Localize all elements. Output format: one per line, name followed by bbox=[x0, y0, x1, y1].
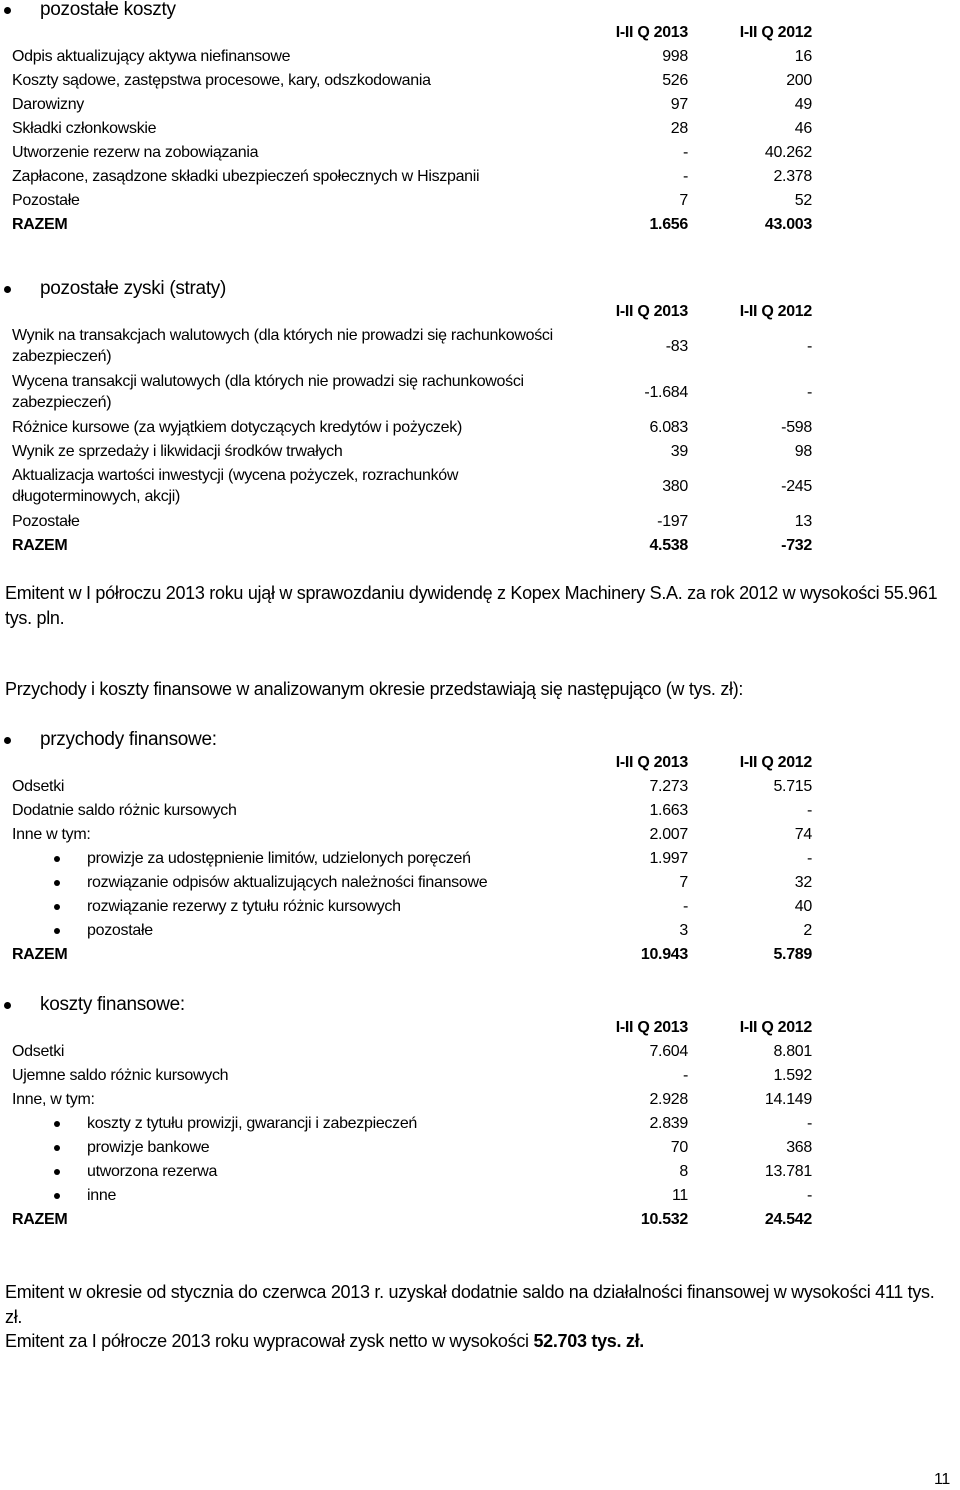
table-row bbox=[12, 799, 812, 823]
table-subrow bbox=[12, 871, 812, 895]
row-label: Koszty sądowe, zastępstwa procesowe, kary, odszkodowania bbox=[12, 72, 431, 89]
table-row bbox=[12, 189, 812, 213]
total-2013: 1.656 bbox=[649, 216, 688, 233]
total-2013: 10.532 bbox=[640, 1211, 688, 1228]
bullet-icon bbox=[54, 904, 60, 910]
value-2013: 2.928 bbox=[649, 1091, 688, 1108]
table-row bbox=[12, 775, 812, 799]
value-2012: 1.592 bbox=[773, 1067, 812, 1084]
value-2013: 8 bbox=[679, 1163, 688, 1180]
financial-intro-paragraph: Przychody i koszty finansowe w analizowanym okresie przedstawiają się następująco (w tys. zł): bbox=[5, 679, 744, 699]
row-label: Odsetki bbox=[12, 1043, 65, 1060]
table-subrow bbox=[12, 1160, 812, 1184]
table-row bbox=[12, 93, 812, 117]
bullet-icon bbox=[4, 1002, 11, 1009]
table-header bbox=[12, 300, 812, 324]
total-2012: -732 bbox=[781, 537, 812, 554]
col-header-2013: I-II Q 2013 bbox=[615, 24, 688, 41]
total-2013: 4.538 bbox=[649, 537, 688, 554]
value-2012: 16 bbox=[794, 48, 812, 65]
row-label: Pozostałe bbox=[12, 192, 80, 209]
col-header-2012: I-II Q 2012 bbox=[739, 303, 812, 320]
value-2012: 40 bbox=[794, 898, 812, 915]
table-row bbox=[12, 1040, 812, 1064]
bullet-icon bbox=[54, 1193, 60, 1199]
value-2012: 2.378 bbox=[773, 168, 812, 185]
total-2012: 5.789 bbox=[773, 946, 812, 963]
table-row bbox=[12, 416, 812, 440]
row-label: rozwiązanie rezerwy z tytułu różnic kursowych bbox=[87, 898, 401, 915]
col-header-2012: I-II Q 2012 bbox=[739, 1019, 812, 1036]
table-financial-costs bbox=[12, 1016, 812, 1232]
col-header-2012: I-II Q 2012 bbox=[739, 24, 812, 41]
bullet-icon bbox=[54, 928, 60, 934]
table-row bbox=[12, 823, 812, 847]
value-2012: 13.781 bbox=[764, 1163, 812, 1180]
col-header-2013: I-II Q 2013 bbox=[615, 754, 688, 771]
row-label: Wynik na transakcjach walutowych (dla których nie prowadzi się rachunkowości zabezpieczeń) bbox=[12, 327, 553, 365]
bullet-icon bbox=[4, 737, 11, 744]
row-label: Dodatnie saldo różnic kursowych bbox=[12, 802, 237, 819]
table-header bbox=[12, 21, 812, 45]
col-header-2013: I-II Q 2013 bbox=[615, 303, 688, 320]
value-2013: 7 bbox=[679, 192, 688, 209]
table-header bbox=[12, 751, 812, 775]
row-label: Inne w tym: bbox=[12, 826, 91, 843]
table-row bbox=[12, 370, 812, 416]
dividend-paragraph: Emitent w I półroczu 2013 roku ujął w sprawozdaniu dywidendę z Kopex Machinery S.A. za rok 2012 w wysokości 55.961 tys. pln. bbox=[5, 583, 938, 628]
total-2013: 10.943 bbox=[640, 946, 688, 963]
table-row bbox=[12, 45, 812, 69]
total-label: RAZEM bbox=[12, 216, 68, 233]
value-2012: -245 bbox=[781, 478, 812, 495]
bullet-icon bbox=[54, 856, 60, 862]
value-2013: 7.604 bbox=[649, 1043, 688, 1060]
table-subrow bbox=[12, 895, 812, 919]
value-2012: 8.801 bbox=[773, 1043, 812, 1060]
bullet-icon bbox=[54, 880, 60, 886]
total-row bbox=[12, 534, 812, 558]
table-other-costs bbox=[12, 21, 812, 237]
table-row bbox=[12, 1088, 812, 1112]
row-label: inne bbox=[87, 1187, 117, 1204]
row-label: Ujemne saldo różnic kursowych bbox=[12, 1067, 229, 1084]
value-2013: -83 bbox=[665, 338, 688, 355]
total-label: RAZEM bbox=[12, 537, 68, 554]
value-2013: 70 bbox=[670, 1139, 688, 1156]
row-label: koszty z tytułu prowizji, gwarancji i zabezpieczeń bbox=[87, 1115, 418, 1132]
row-label: pozostałe bbox=[87, 922, 153, 939]
value-2012: -598 bbox=[781, 419, 812, 436]
total-row bbox=[12, 943, 812, 967]
value-2013: - bbox=[682, 1067, 688, 1084]
value-2012: 2 bbox=[803, 922, 812, 939]
row-label: Zapłacone, zasądzone składki ubezpieczeń społecznych w Hiszpanii bbox=[12, 168, 480, 185]
value-2012: - bbox=[806, 1115, 812, 1132]
value-2012: 200 bbox=[786, 72, 812, 89]
total-2012: 24.542 bbox=[764, 1211, 812, 1228]
row-label: Wycena transakcji walutowych (dla których nie prowadzi się rachunkowości zabezpieczeń) bbox=[12, 373, 524, 411]
table-subrow bbox=[12, 919, 812, 943]
table-row bbox=[12, 510, 812, 534]
bullet-icon bbox=[4, 7, 11, 14]
table-header bbox=[12, 1016, 812, 1040]
col-header-2012: I-II Q 2012 bbox=[739, 754, 812, 771]
row-label: Różnice kursowe (za wyjątkiem dotyczących kredytów i pożyczek) bbox=[12, 419, 463, 436]
table-row bbox=[12, 117, 812, 141]
bullet-icon bbox=[54, 1145, 60, 1151]
value-2012: - bbox=[806, 1187, 812, 1204]
row-label: Pozostałe bbox=[12, 513, 80, 530]
row-label: Składki członkowskie bbox=[12, 120, 157, 137]
row-label: utworzona rezerwa bbox=[87, 1163, 218, 1180]
value-2013: 998 bbox=[662, 48, 688, 65]
value-2012: 52 bbox=[794, 192, 812, 209]
table-row bbox=[12, 165, 812, 189]
value-2012: 13 bbox=[794, 513, 812, 530]
page-number: 11 bbox=[933, 1471, 950, 1488]
table-row bbox=[12, 69, 812, 93]
value-2013: - bbox=[682, 898, 688, 915]
net-profit-text: Emitent za I półrocze 2013 roku wypracował zysk netto w wysokości bbox=[5, 1331, 534, 1351]
table-row bbox=[12, 141, 812, 165]
value-2012: 368 bbox=[786, 1139, 812, 1156]
value-2012: 98 bbox=[794, 443, 812, 460]
col-header-2013: I-II Q 2013 bbox=[615, 1019, 688, 1036]
value-2012: 46 bbox=[794, 120, 812, 137]
table-subrow bbox=[12, 1184, 812, 1208]
value-2013: 11 bbox=[671, 1187, 688, 1204]
heading-text: przychody finansowe: bbox=[40, 729, 217, 750]
total-row bbox=[12, 1208, 812, 1232]
value-2013: 97 bbox=[670, 96, 688, 113]
value-2013: -1.684 bbox=[644, 384, 688, 401]
value-2012: - bbox=[806, 338, 812, 355]
table-row bbox=[12, 324, 812, 370]
value-2012: 49 bbox=[794, 96, 812, 113]
table-financial-income bbox=[12, 751, 812, 967]
total-label: RAZEM bbox=[12, 946, 68, 963]
net-profit-paragraph bbox=[5, 1329, 955, 1354]
row-label: Odsetki bbox=[12, 778, 65, 795]
row-label: prowizje za udostępnienie limitów, udzielonych poręczeń bbox=[87, 850, 471, 867]
table-subrow bbox=[12, 847, 812, 871]
row-label: Odpis aktualizujący aktywa niefinansowe bbox=[12, 48, 291, 65]
row-label: rozwiązanie odpisów aktualizujących należności finansowe bbox=[87, 874, 488, 891]
table-row bbox=[12, 440, 812, 464]
row-label: Utworzenie rezerw na zobowiązania bbox=[12, 144, 259, 161]
row-label: Aktualizacja wartości inwestycji (wycena pożyczek, rozrachunków długoterminowych, akcji) bbox=[12, 467, 459, 505]
value-2013: 3 bbox=[679, 922, 688, 939]
value-2013: 28 bbox=[670, 120, 688, 137]
value-2013: 39 bbox=[670, 443, 688, 460]
value-2013: 380 bbox=[662, 478, 688, 495]
value-2012: 32 bbox=[794, 874, 812, 891]
row-label: Wynik ze sprzedaży i likwidacji środków trwałych bbox=[12, 443, 343, 460]
value-2013: 2.007 bbox=[649, 826, 688, 843]
total-label: RAZEM bbox=[12, 1211, 68, 1228]
heading-text: koszty finansowe: bbox=[40, 994, 185, 1015]
row-label: Inne, w tym: bbox=[12, 1091, 95, 1108]
net-profit-amount: 52.703 tys. zł. bbox=[533, 1331, 645, 1351]
value-2013: 7 bbox=[679, 874, 688, 891]
value-2012: 74 bbox=[794, 826, 812, 843]
value-2013: 526 bbox=[662, 72, 688, 89]
value-2013: 2.839 bbox=[649, 1115, 688, 1132]
value-2013: 1.997 bbox=[649, 850, 688, 867]
value-2013: 6.083 bbox=[649, 419, 688, 436]
table-subrow bbox=[12, 1136, 812, 1160]
value-2012: 14.149 bbox=[764, 1091, 812, 1108]
value-2012: - bbox=[806, 384, 812, 401]
value-2012: 40.262 bbox=[764, 144, 812, 161]
value-2013: - bbox=[682, 144, 688, 161]
table-row bbox=[12, 464, 812, 510]
value-2012: 5.715 bbox=[773, 778, 812, 795]
row-label: Darowizny bbox=[12, 96, 84, 113]
value-2013: 7.273 bbox=[649, 778, 688, 795]
value-2013: -197 bbox=[657, 513, 688, 530]
value-2013: 1.663 bbox=[649, 802, 688, 819]
table-row bbox=[12, 1064, 812, 1088]
table-subrow bbox=[12, 1112, 812, 1136]
total-row bbox=[12, 213, 812, 237]
heading-text: pozostałe koszty bbox=[40, 0, 176, 20]
total-2012: 43.003 bbox=[764, 216, 812, 233]
table-other-gains bbox=[12, 300, 812, 558]
bullet-icon bbox=[4, 286, 11, 293]
bullet-icon bbox=[54, 1121, 60, 1127]
heading-text: pozostałe zyski (straty) bbox=[40, 278, 227, 299]
row-label: prowizje bankowe bbox=[87, 1139, 210, 1156]
bullet-icon bbox=[54, 1169, 60, 1175]
value-2013: - bbox=[682, 168, 688, 185]
value-2012: - bbox=[806, 802, 812, 819]
value-2012: - bbox=[806, 850, 812, 867]
financial-balance-paragraph: Emitent w okresie od stycznia do czerwca 2013 r. uzyskał dodatnie saldo na działalności finansowej w wysokości 411 tys. zł. bbox=[5, 1282, 935, 1327]
